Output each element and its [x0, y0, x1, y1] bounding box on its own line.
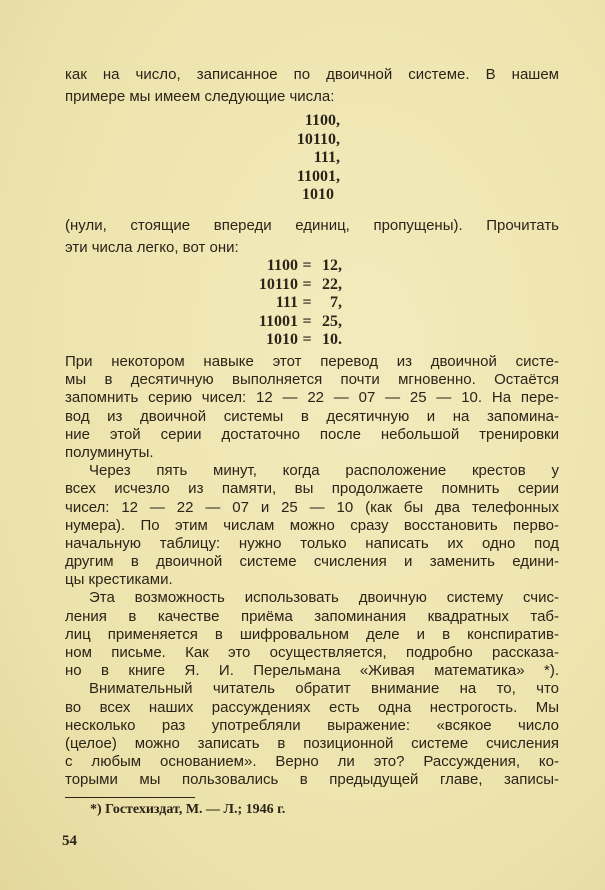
text-line: как на число, записанное по двоичной системе. В нашем: [65, 66, 559, 83]
text-line: другим в двоичной системе счисления и заменить едини-: [65, 553, 559, 571]
text-line: несколько раз употребляли выражение: «всякое число: [65, 716, 559, 734]
text-line: начальную таблицу: нужно только написать их одно под: [65, 534, 559, 552]
text-line: ние этой серии достаточно после небольшой тренировки: [65, 425, 559, 443]
text-line: нумера). По этим числам можно сразу восстановить перво-: [65, 516, 559, 534]
binary-number-list: [260, 112, 340, 205]
paragraph-intro: [65, 64, 559, 107]
equals-sign: =: [302, 257, 312, 274]
decimal-value: 12,: [322, 257, 342, 274]
text-line: торыми мы пользовались в предыдущей главе, записы-: [65, 771, 559, 789]
text-line: (нули, стоящие впереди единиц, пропущены). Прочитать: [65, 217, 559, 234]
page-number: 54: [62, 833, 77, 849]
text-line: но в книге Я. И. Перельмана «Живая математика» *).: [65, 662, 559, 680]
text-line: с любым основанием». Верно ли это? Рассуждения, ко-: [65, 753, 559, 771]
equation-row: [240, 331, 342, 350]
paragraph-reading: [65, 215, 559, 258]
binary-number: 10110,: [296, 130, 340, 148]
text-line: цы крестиками.: [65, 571, 173, 589]
text-line: Через пять минут, когда расположение крестов у: [89, 462, 559, 480]
conversion-equations: [240, 257, 342, 350]
text-line: во всех наших рассуждениях есть одна нестрогость. Мы: [65, 698, 559, 716]
decimal-value: 10.: [322, 331, 342, 349]
binary-value: 11001: [258, 312, 298, 330]
decimal-value: 7,: [330, 294, 342, 312]
decimal-value: 25,: [322, 312, 342, 330]
text-line: лиц применяется в шифровальном деле и в конспиратив-: [65, 625, 559, 643]
binary-number: 1100,: [304, 112, 340, 129]
equals-sign: =: [302, 331, 312, 349]
text-line: ном письме. Как это осуществляется, подробно рассказа-: [65, 644, 559, 661]
equation-row: [240, 294, 342, 313]
footnote-divider: [65, 797, 195, 798]
binary-number: 11001,: [296, 167, 340, 185]
equals-sign: =: [302, 294, 312, 312]
text-line: При некотором навыке этот перевод из двоичной систе-: [65, 353, 559, 370]
equals-sign: =: [302, 275, 312, 293]
binary-number: 111,: [313, 149, 340, 166]
text-line: вод из двоичной системы в десятичную и на запомина-: [65, 407, 559, 425]
text-line: (целое) можно записать в позиционной системе счисления: [65, 734, 559, 752]
text-line: Эта возможность использовать двоичную систему счис-: [89, 589, 559, 607]
decimal-value: 22,: [322, 275, 342, 293]
text-line: мы в десятичную выполняется почти мгновенно. Остаётся: [65, 371, 559, 389]
text-line: чисел: 12 — 22 — 07 и 25 — 10 (как бы два телефонных: [65, 498, 559, 516]
text-line: запомнить серию чисел: 12 — 22 — 07 — 25 — 10. На пере-: [65, 389, 559, 407]
text-line: эти числа легко, вот они:: [65, 238, 239, 256]
equation-row: [240, 276, 342, 295]
text-line: всех исчезло из памяти, вы продолжаете помнить серии: [65, 480, 559, 498]
text-line: ления в качестве приёма запоминания квадратных таб-: [65, 607, 559, 625]
equals-sign: =: [302, 312, 312, 330]
paragraph-main: [65, 353, 559, 790]
binary-value: 1010: [266, 331, 298, 349]
binary-value: 1100: [266, 257, 298, 274]
binary-number: 1010: [302, 186, 334, 203]
binary-value: 10110: [258, 275, 298, 293]
text-line: примере мы имеем следующие числа:: [65, 87, 335, 105]
footnote: *) Гостехиздат, М. — Л.; 1946 г.: [90, 802, 286, 817]
equation-row: [240, 313, 342, 332]
binary-value: 111: [275, 294, 298, 312]
text-line: Внимательный читатель обратит внимание на то, что: [89, 680, 559, 698]
equation-row: [240, 257, 342, 276]
text-line: полуминуты.: [65, 443, 154, 461]
